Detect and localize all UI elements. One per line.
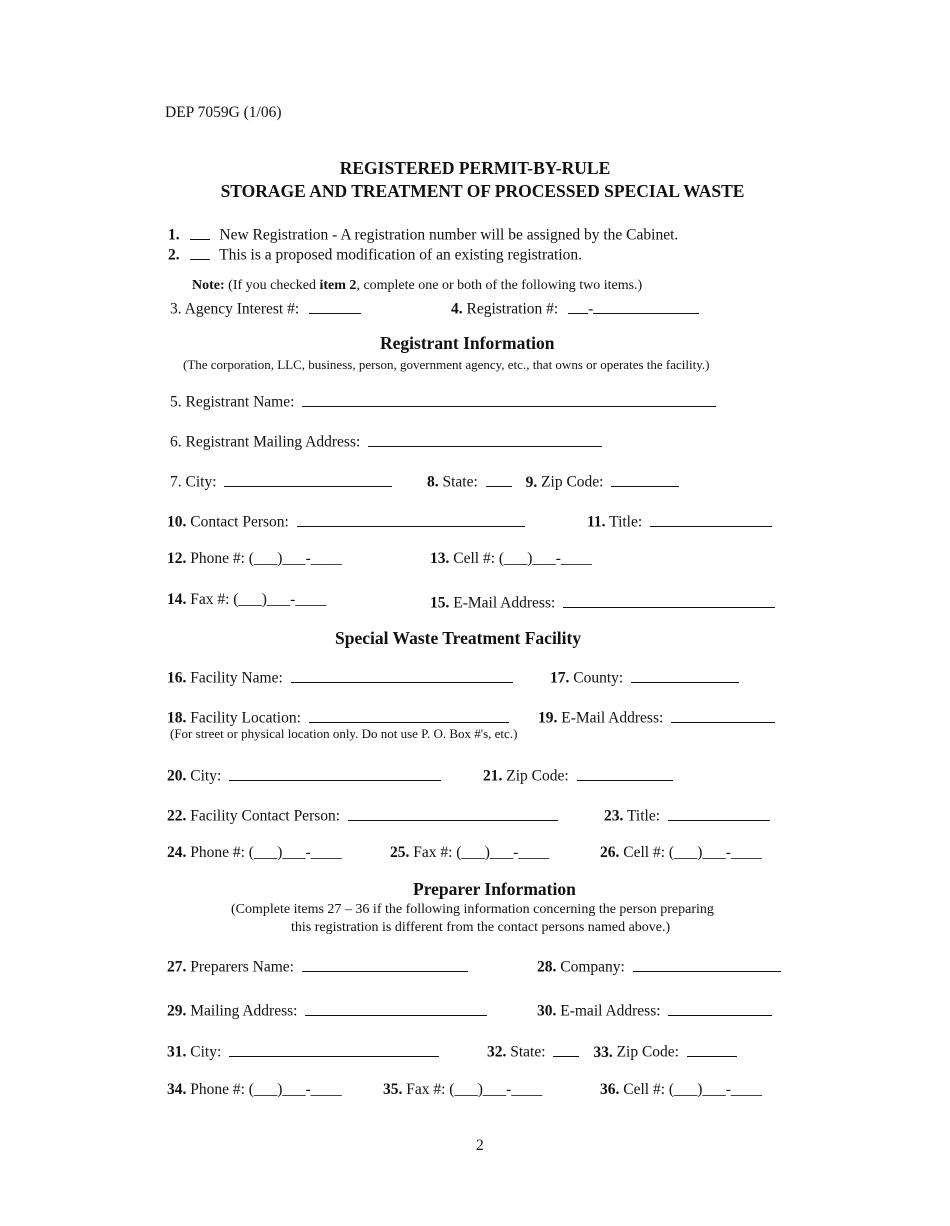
preparer-state-label: State: — [510, 1043, 546, 1061]
preparer-state-field[interactable] — [553, 1040, 579, 1057]
registrant-address-row — [170, 430, 602, 452]
registrant-address-label: 6. Registrant Mailing Address: — [170, 433, 361, 451]
registrant-fax-row — [167, 591, 326, 609]
facility-section-title: Special Waste Treatment Facility — [335, 628, 582, 648]
facility-title-num: 23. — [604, 807, 624, 825]
contact-person-field[interactable] — [297, 510, 525, 527]
preparer-address-num: 29. — [167, 1002, 187, 1020]
option-1-checkbox[interactable] — [190, 223, 210, 240]
preparer-phone-num: 34. — [167, 1081, 187, 1098]
preparer-cell-num: 36. — [600, 1081, 620, 1098]
registrant-fax-num: 14. — [167, 591, 187, 608]
facility-phone-field[interactable]: Phone #: (___)___-____ — [190, 844, 342, 861]
registrant-zip-num: 9. — [525, 473, 538, 491]
facility-city-row — [167, 764, 441, 786]
preparer-company-row — [537, 955, 781, 977]
preparer-section-note-1: (Complete items 27 – 36 if the following information concerning the person preparing — [231, 902, 714, 917]
registration-number-num: 4. — [451, 300, 463, 318]
preparer-zip-field[interactable] — [687, 1040, 737, 1057]
registrant-name-field[interactable] — [302, 390, 716, 407]
registrant-state-field[interactable] — [486, 470, 512, 487]
registrant-state-num: 8. — [427, 473, 439, 491]
facility-county-field[interactable] — [631, 666, 739, 683]
facility-name-row — [167, 666, 513, 688]
registrant-name-label: 5. Registrant Name: — [170, 393, 295, 411]
option-1-row — [168, 223, 678, 245]
registrant-phone-num: 12. — [167, 550, 187, 567]
registrant-email-label: E-Mail Address: — [453, 594, 556, 612]
registrant-city-row — [170, 470, 392, 492]
facility-city-field[interactable] — [229, 764, 441, 781]
contact-title-row — [587, 510, 772, 532]
facility-phone-row — [167, 844, 342, 862]
facility-county-num: 17. — [550, 669, 570, 687]
contact-title-label: Title: — [609, 513, 643, 531]
registration-number-prefix-field[interactable] — [568, 297, 588, 314]
option-2-label: This is a proposed modification of an existing registration. — [219, 246, 582, 264]
facility-fax-row — [390, 844, 549, 862]
agency-interest-field[interactable] — [309, 297, 361, 314]
preparer-section-title: Preparer Information — [413, 879, 576, 899]
preparer-city-num: 31. — [167, 1043, 187, 1061]
registration-number-row: 4. Registration #: - — [451, 297, 699, 319]
registrant-state-row — [427, 470, 679, 492]
note-item: item 2 — [319, 278, 357, 293]
facility-email-field[interactable] — [671, 706, 775, 723]
preparer-address-row — [167, 999, 487, 1021]
form-title-line2: STORAGE AND TREATMENT OF PROCESSED SPECIAL WASTE — [220, 181, 745, 201]
preparer-cell-field[interactable]: Cell #: (___)___-____ — [623, 1081, 762, 1098]
preparer-section-note-2: this registration is different from the contact persons named above.) — [291, 920, 671, 935]
registrant-phone-field[interactable]: Phone #: (___)___-____ — [190, 550, 342, 567]
preparer-fax-row — [383, 1081, 542, 1099]
preparer-email-row — [537, 999, 772, 1021]
facility-email-label: E-Mail Address: — [561, 709, 664, 727]
form-title-line1: REGISTERED PERMIT-BY-RULE — [339, 158, 611, 178]
contact-person-num: 10. — [167, 513, 187, 531]
note-label: Note: — [192, 278, 225, 293]
facility-location-note: (For street or physical location only. Do not use P. O. Box #'s, etc.) — [170, 726, 518, 741]
facility-zip-row — [483, 764, 673, 786]
facility-county-label: County: — [573, 669, 624, 687]
registrant-address-field[interactable] — [368, 430, 602, 447]
preparer-zip-label: Zip Code: — [616, 1043, 679, 1061]
preparer-state-row — [487, 1040, 737, 1062]
preparer-company-num: 28. — [537, 958, 557, 976]
registrant-email-num: 15. — [430, 594, 450, 612]
preparer-email-field[interactable] — [668, 999, 772, 1016]
facility-contact-num: 22. — [167, 807, 187, 825]
preparer-name-num: 27. — [167, 958, 187, 976]
registrant-state-label: State: — [442, 473, 478, 491]
preparer-name-label: Preparers Name: — [190, 958, 294, 976]
registrant-cell-row — [430, 550, 592, 568]
registrant-section-note: (The corporation, LLC, business, person, government agency, etc., that owns or operates the facility.) — [183, 357, 710, 372]
note-text-pre: (If you checked — [228, 278, 320, 293]
preparer-city-row — [167, 1040, 439, 1062]
preparer-zip-num: 33. — [593, 1043, 613, 1061]
registrant-section-title: Registrant Information — [380, 333, 555, 353]
preparer-company-field[interactable] — [633, 955, 781, 972]
facility-fax-field[interactable]: Fax #: (___)___-____ — [413, 844, 550, 861]
facility-title-field[interactable] — [668, 804, 770, 821]
facility-contact-row — [167, 804, 558, 826]
registration-number-field[interactable] — [593, 297, 699, 314]
preparer-fax-field[interactable]: Fax #: (___)___-____ — [406, 1081, 543, 1098]
registrant-email-field[interactable] — [563, 591, 775, 608]
registrant-phone-row — [167, 550, 342, 568]
preparer-phone-row — [167, 1081, 342, 1099]
option-2-checkbox[interactable] — [190, 243, 210, 260]
facility-cell-row — [600, 844, 762, 862]
note-text-post: , complete one or both of the following two items.) — [356, 278, 643, 293]
facility-email-row — [538, 706, 775, 728]
registrant-city-field[interactable] — [224, 470, 392, 487]
registrant-city-label: 7. City: — [170, 473, 217, 491]
preparer-email-label: E-mail Address: — [560, 1002, 661, 1020]
option-1-label: New Registration - A registration number will be assigned by the Cabinet. — [219, 226, 679, 244]
option-2-number: 2. — [168, 246, 180, 264]
preparer-company-label: Company: — [560, 958, 625, 976]
contact-title-num: 11. — [587, 513, 606, 531]
facility-cell-num: 26. — [600, 844, 620, 861]
page-number: 2 — [476, 1137, 484, 1154]
registrant-email-row — [430, 591, 775, 613]
facility-county-row — [550, 666, 739, 688]
registrant-zip-field[interactable] — [611, 470, 679, 487]
facility-location-row — [167, 706, 509, 728]
facility-name-field[interactable] — [291, 666, 513, 683]
option-2-row — [168, 243, 582, 265]
contact-person-label: Contact Person: — [190, 513, 289, 531]
option-1-number: 1. — [168, 226, 180, 244]
facility-location-label: Facility Location: — [190, 709, 301, 727]
contact-person-row — [167, 510, 525, 532]
facility-contact-label: Facility Contact Person: — [190, 807, 341, 825]
facility-name-num: 16. — [167, 669, 187, 687]
preparer-email-num: 30. — [537, 1002, 557, 1020]
preparer-city-field[interactable] — [229, 1040, 439, 1057]
registrant-name-row — [170, 390, 716, 412]
facility-zip-field[interactable] — [577, 764, 673, 781]
note-line — [192, 278, 642, 294]
preparer-address-label: Mailing Address: — [190, 1002, 298, 1020]
form-id: DEP 7059G (1/06) — [165, 104, 282, 121]
registrant-zip-label: Zip Code: — [541, 473, 604, 491]
facility-email-num: 19. — [538, 709, 558, 727]
preparer-state-num: 32. — [487, 1043, 507, 1061]
preparer-fax-num: 35. — [383, 1081, 403, 1098]
facility-zip-num: 21. — [483, 767, 503, 785]
facility-name-label: Facility Name: — [190, 669, 283, 687]
agency-interest-row — [170, 297, 361, 319]
facility-fax-num: 25. — [390, 844, 410, 861]
agency-interest-label: 3. Agency Interest #: — [170, 300, 300, 318]
preparer-name-row — [167, 955, 468, 977]
registrant-cell-field[interactable]: Cell #: (___)___-____ — [453, 550, 592, 567]
preparer-phone-field[interactable]: Phone #: (___)___-____ — [190, 1081, 342, 1098]
registrant-fax-field[interactable]: Fax #: (___)___-____ — [190, 591, 327, 608]
facility-location-num: 18. — [167, 709, 187, 727]
facility-cell-field[interactable]: Cell #: (___)___-____ — [623, 844, 762, 861]
preparer-cell-row — [600, 1081, 762, 1099]
facility-phone-num: 24. — [167, 844, 187, 861]
facility-title-label: Title: — [626, 807, 661, 825]
facility-city-label: City: — [190, 767, 222, 785]
preparer-name-field[interactable] — [302, 955, 468, 972]
facility-location-field[interactable] — [309, 706, 509, 723]
facility-zip-label: Zip Code: — [506, 767, 569, 785]
registrant-cell-num: 13. — [430, 550, 450, 567]
facility-title-row — [604, 804, 770, 826]
preparer-address-field[interactable] — [305, 999, 487, 1016]
facility-city-num: 20. — [167, 767, 187, 785]
contact-title-field[interactable] — [650, 510, 772, 527]
registration-number-label: Registration #: — [466, 300, 559, 318]
facility-contact-field[interactable] — [348, 804, 558, 821]
preparer-city-label: City: — [190, 1043, 222, 1061]
